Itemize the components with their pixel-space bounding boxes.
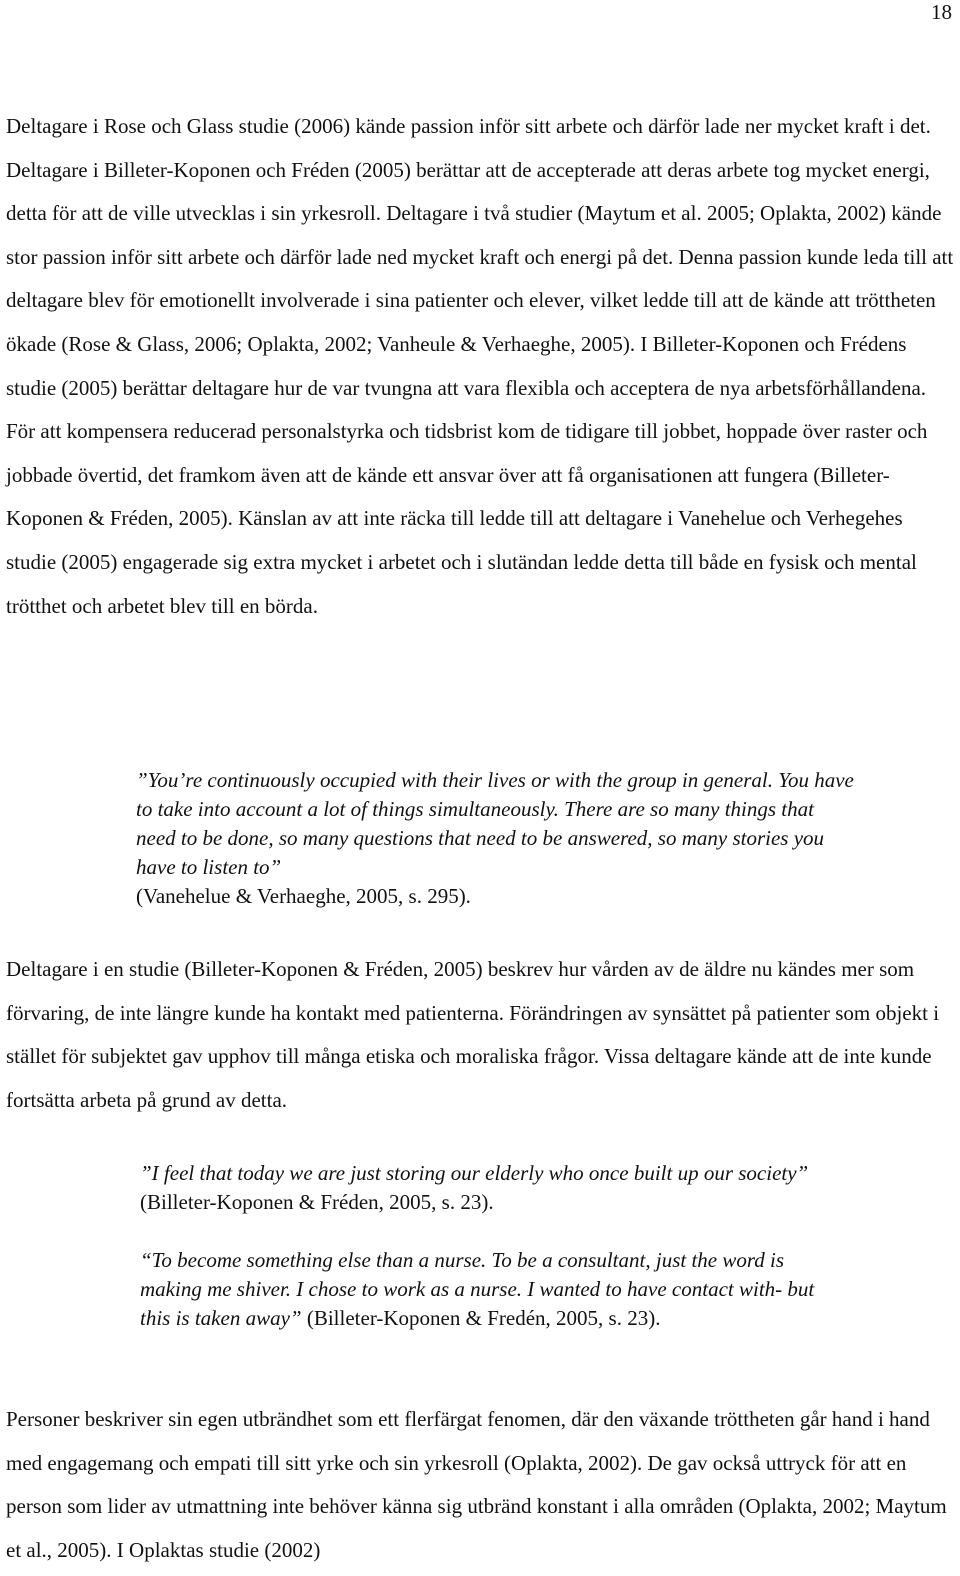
block-quote-2 xyxy=(140,1159,840,1217)
quote-3-text: “To become something else than a nurse. To be a consultant, just the word is making me shiver. I chose to work as a nurse. I wanted to have contact with- but this is taken away” xyxy=(140,1248,815,1330)
quote-2-text: ”I feel that today we are just storing our elderly who once built up our society” xyxy=(140,1161,809,1185)
paragraph-3: Personer beskriver sin egen utbrändhet som ett flerfärgat fenomen, där den växande tröttheten går hand i hand med engagemang och empati till sitt yrke och sin yrkesroll (Oplakta, 2002). De gav också uttryck för att en person som lider av utmattning inte behöver känna sig utbränd konstant i alla områden (Oplakta, 2002; Maytum et al., 2005). I Oplaktas studie (2002) xyxy=(6,1407,947,1562)
quote-2-citation: (Billeter-Koponen & Fréden, 2005, s. 23). xyxy=(140,1190,494,1214)
block-quote-3 xyxy=(140,1246,840,1333)
page-number: 18 xyxy=(931,0,952,24)
paragraph-2: Deltagare i en studie (Billeter-Koponen & Fréden, 2005) beskrev hur vården av de äldre nu kändes mer som förvaring, de inte längre kunde ha kontakt med patienterna. Förändringen av synsättet på patienter som objekt i stället för subjektet gav upphov till många etiska och moraliska frågor. Vissa deltagare kände att de inte kunde fortsätta arbeta på grund av detta. xyxy=(6,957,940,1112)
paragraph-1: Deltagare i Rose och Glass studie (2006) kände passion inför sitt arbete och därför lade ner mycket kraft i det. Deltagare i Billeter-Koponen och Fréden (2005) berättar att de accepterade att deras arbete tog mycket energi, detta för att de ville utvecklas i sin yrkesroll. Deltagare i två studier (Maytum et al. 2005; Oplakta, 2002) kände stor passion inför sitt arbete och därför lade ned mycket kraft och energi på det. Denna passion kunde leda till att deltagare blev för emotionellt involverade i sina patienter och elever, vilket ledde till att de kände att tröttheten ökade (Rose & Glass, 2006; Oplakta, 2002; Vanheule & Verhaeghe, 2005). I Billeter-Koponen och Frédens studie (2005) berättar deltagare hur de var tvungna att vara flexibla och acceptera de nya arbetsförhållandena. För att kompensera reducerad personalstyrka och tidsbrist kom de tidigare till jobbet, hoppade över raster och jobbade övertid, det framkom även att de kände ett ansvar över att få organisationen att fungera (Billeter-Koponen & Fréden, 2005). Känslan av att inte räcka till ledde till att deltagare i Vanehelue och Verhegehes studie (2005) engagerade sig extra mycket i arbetet och i slutändan ledde detta till både en fysisk och mental trötthet och arbetet blev till en börda. xyxy=(6,114,954,618)
quote-1-text: ”You’re continuously occupied with their lives or with the group in general. You have to take into account a lot of things simultaneously. There are so many things that need to be done, so many questions that need to be answered, so many stories you have to listen to” xyxy=(136,768,854,879)
block-quote-1 xyxy=(136,766,856,911)
quote-3-citation: (Billeter-Koponen & Fredén, 2005, s. 23). xyxy=(306,1306,661,1330)
quote-1-citation: (Vanehelue & Verhaeghe, 2005, s. 295). xyxy=(136,884,471,908)
